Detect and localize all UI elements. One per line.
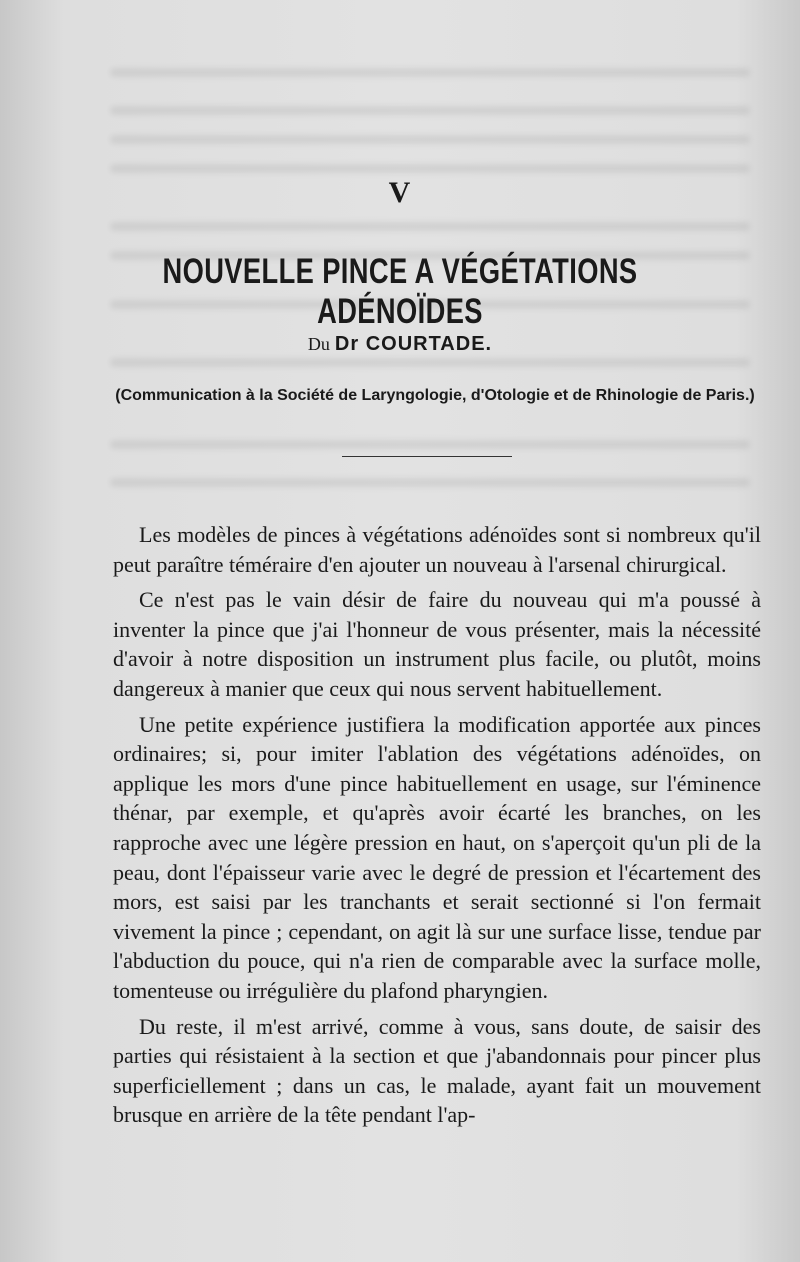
communication-note: (Communication à la Société de Laryngologie, d'Otologie et de Rhinologie de Paris.) (115, 387, 755, 404)
section-number: V (388, 176, 412, 209)
author-prefix: Du (307, 334, 330, 354)
author-line (0, 333, 800, 356)
body-text (113, 520, 761, 1130)
author-name: Dr COURTADE. (334, 333, 493, 355)
paragraph-4: Du reste, il m'est arrivé, comme à vous, sans doute, de saisir des parties qui résistaient à la section et que j'abandonnais pour pincer plus superficiellement ; dans un cas, le malade, ayant fait un mouvement brusque en arrière de la tête pendant l'ap- (113, 1013, 761, 1128)
paragraph-2: Ce n'est pas le vain désir de faire du nouveau qui m'a poussé à inventer la pince que j'ai l'honneur de vous présenter, mais la nécessité d'avoir à notre disposition un instrument plus facile, ou plutôt, moins dangereux à manier que ceux qui nous servent habituellement. (113, 587, 761, 701)
paragraph-1: Les modèles de pinces à végétations adénoïdes sont si nombreux qu'il peut paraître téméraire d'en ajouter un nouveau à l'arsenal chirurgical. (113, 522, 761, 577)
paragraph-3: Une petite expérience justifiera la modification apportée aux pinces ordinaires; si, pour imiter l'ablation des végétations adénoïdes, on applique les mors d'une pince habituellement en usage, sur l'éminence thénar, par exemple, et qu'après avoir écarté les branches, on les rapproche avec une légère pression en haut, on s'aperçoit qu'un pli de la peau, dont l'épaisseur varie avec le degré de pression et l'écartement des mors, est saisi par les tranchants et serait sectionné si l'on fermait vivement la pince ; cependant, on agit là sur une surface lisse, tendue par l'abduction du pouce, qui n'a rien de comparable avec la surface molle, tomenteuse ou irrégulière du plafond pharyngien. (113, 711, 761, 1003)
title-divider (342, 456, 512, 457)
article-title: NOUVELLE PINCE A VÉGÉTATIONS ADÉNOÏDES (162, 252, 638, 331)
